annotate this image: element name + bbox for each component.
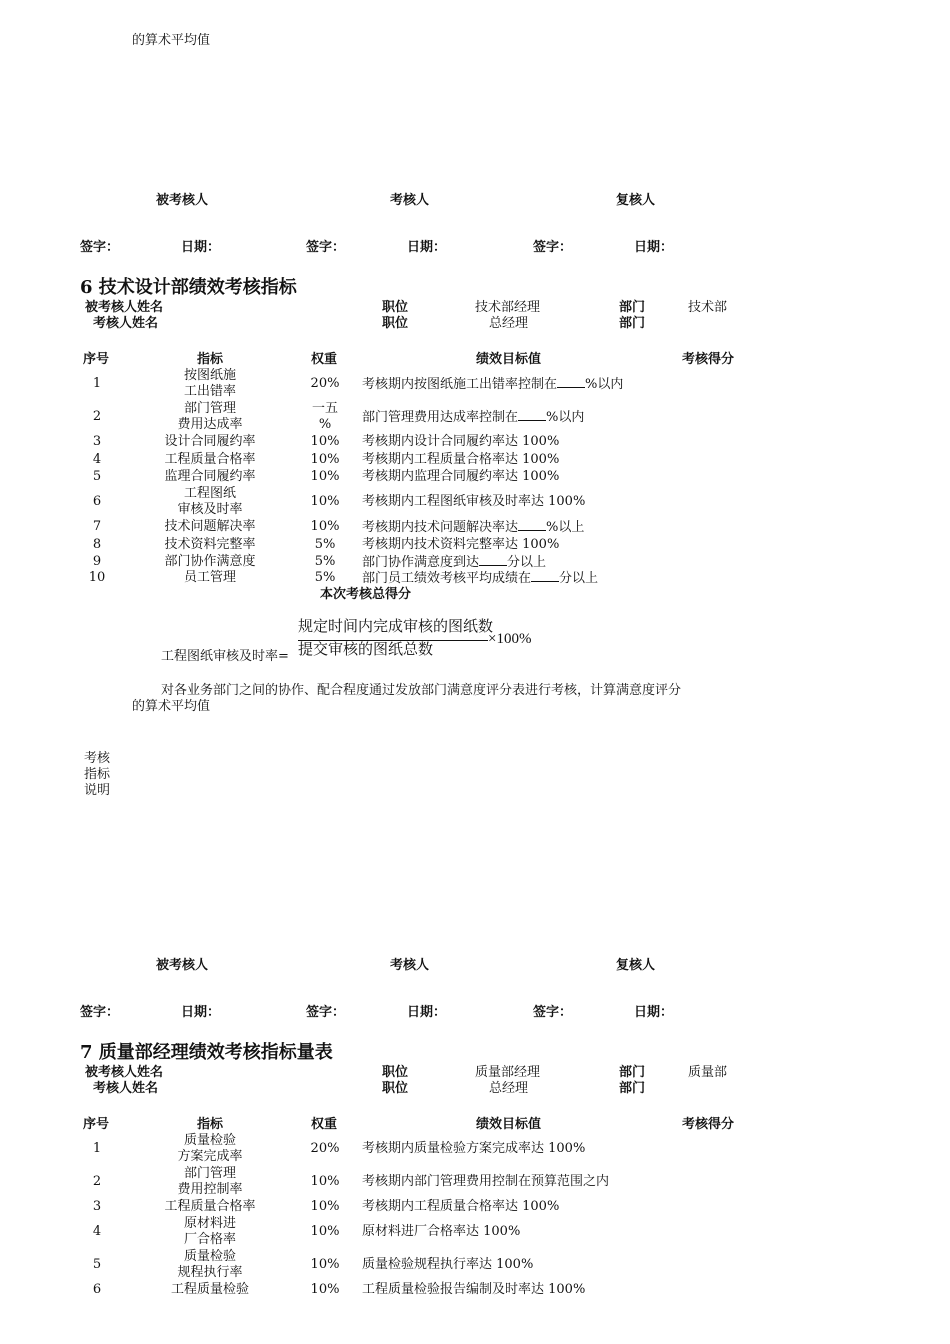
row-target: 质量检验规程执行率达 100% [362, 1257, 534, 1272]
sign-label: 签字： [306, 1005, 346, 1020]
section-6-title: 6 技术设计部绩效考核指标 [80, 277, 297, 298]
row-no: 4 [92, 1224, 102, 1239]
row-no: 2 [92, 1174, 102, 1189]
header-score: 考核得分 [682, 1117, 735, 1132]
row-no: 8 [92, 537, 102, 552]
section-7-title: 7 质量部经理绩效考核指标量表 [80, 1042, 333, 1063]
note-line: 的算术平均值 [132, 699, 211, 714]
row-indicator: 质量检验 [183, 1249, 236, 1264]
row-weight: 10% [310, 1257, 340, 1272]
reviewer-position: 总经理 [489, 316, 529, 331]
row-no: 5 [92, 1257, 102, 1272]
row-target: 部门管理费用达成率控制在 %以内 [362, 410, 585, 425]
row-indicator: 质量检验 [183, 1133, 236, 1148]
reviewee-label: 被考核人 [156, 193, 209, 208]
row-indicator: 费用达成率 [177, 417, 243, 432]
reviewee-name-label: 被考核人姓名 [85, 300, 164, 315]
row-indicator: 工程质量合格率 [164, 452, 256, 467]
row-indicator: 部门管理 [183, 1166, 236, 1181]
row-target: 考核期内工程质量合格率达 100% [362, 452, 560, 467]
row-weight: 5% [314, 537, 336, 552]
row-weight: 10% [310, 494, 340, 509]
row-indicator: 规程执行率 [177, 1265, 243, 1280]
reviewee-dept: 质量部 [688, 1065, 728, 1080]
row-target: 考核期内工程图纸审核及时率达 100% [362, 494, 586, 509]
row-indicator: 方案完成率 [177, 1149, 243, 1164]
row-target: 考核期内技术问题解决率达 %以上 [362, 520, 585, 535]
row-target: 考核期内监理合同履约率达 100% [362, 469, 560, 484]
reviewer-name-label: 考核人姓名 [93, 316, 159, 331]
date-label: 日期： [634, 240, 674, 255]
position-label: 职位 [382, 1081, 409, 1096]
date-label: 日期： [407, 1005, 447, 1020]
row-no: 1 [92, 1141, 102, 1156]
sign-label: 签字： [80, 240, 120, 255]
date-label: 日期： [181, 240, 221, 255]
date-label: 日期： [181, 1005, 221, 1020]
row-indicator: 审核及时率 [177, 502, 243, 517]
row-no: 3 [92, 434, 102, 449]
reviewer-label: 考核人 [390, 193, 430, 208]
row-indicator: 工程质量检验 [170, 1282, 249, 1297]
row-indicator: 厂合格率 [183, 1232, 236, 1247]
reviewer-position: 总经理 [489, 1081, 529, 1096]
row-weight: 5% [314, 570, 336, 585]
formula-times: ×100% [488, 631, 532, 647]
carry-over-note: 的算术平均值 [132, 33, 211, 48]
formula-denominator: 提交审核的图纸总数 [298, 642, 434, 658]
header-no: 序号 [83, 1117, 110, 1132]
row-no: 4 [92, 452, 102, 467]
rechecker-label: 复核人 [616, 958, 656, 973]
row-weight: 10% [310, 434, 340, 449]
row-indicator: 设计合同履约率 [164, 434, 256, 449]
row-target: 考核期内设计合同履约率达 100% [362, 434, 560, 449]
row-target: 考核期内部门管理费用控制在预算范围之内 [362, 1174, 610, 1189]
header-indicator: 指标 [197, 352, 224, 367]
row-indicator: 技术资料完整率 [164, 537, 256, 552]
reviewee-position: 技术部经理 [475, 300, 541, 315]
row-target: 工程质量检验报告编制及时率达 100% [362, 1282, 586, 1297]
row-no: 10 [88, 570, 106, 585]
row-weight: 5% [314, 554, 336, 569]
row-indicator: 费用控制率 [177, 1182, 243, 1197]
row-weight: 10% [310, 519, 340, 534]
side-label-line: 说明 [84, 783, 111, 798]
row-weight: 20% [310, 1141, 340, 1156]
sign-label: 签字： [306, 240, 346, 255]
header-weight: 权重 [311, 1117, 338, 1132]
header-score: 考核得分 [682, 352, 735, 367]
row-indicator: 技术问题解决率 [164, 519, 256, 534]
rechecker-label: 复核人 [616, 193, 656, 208]
side-label-line: 考核 [84, 751, 111, 766]
row-no: 2 [92, 409, 102, 424]
row-weight: 10% [310, 1174, 340, 1189]
reviewer-label: 考核人 [390, 958, 430, 973]
row-target: 部门协作满意度到达 分以上 [362, 555, 547, 570]
row-weight: 10% [310, 469, 340, 484]
reviewee-label: 被考核人 [156, 958, 209, 973]
note-line: 对各业务部门之间的协作、配合程度通过发放部门满意度评分表进行考核，计算满意度评分 [161, 683, 682, 698]
sign-label: 签字： [533, 1005, 573, 1020]
row-no: 7 [92, 519, 102, 534]
row-indicator: 原材料进 [183, 1216, 236, 1231]
reviewee-dept: 技术部 [688, 300, 728, 315]
header-target: 绩效目标值 [476, 352, 542, 367]
dept-label: 部门 [619, 316, 646, 331]
row-weight: % [318, 417, 332, 432]
formula-numerator: 规定时间内完成审核的图纸数 [298, 619, 494, 635]
header-no: 序号 [83, 352, 110, 367]
dept-label: 部门 [619, 1081, 646, 1096]
sign-label: 签字： [533, 240, 573, 255]
row-indicator: 员工管理 [183, 570, 236, 585]
row-no: 5 [92, 469, 102, 484]
reviewer-name-label: 考核人姓名 [93, 1081, 159, 1096]
row-indicator: 部门协作满意度 [164, 554, 256, 569]
header-indicator: 指标 [197, 1117, 224, 1132]
row-no: 9 [92, 554, 102, 569]
position-label: 职位 [382, 300, 409, 315]
row-no: 6 [92, 1282, 102, 1297]
position-label: 职位 [382, 1065, 409, 1080]
fraction-bar [298, 640, 488, 641]
row-no: 1 [92, 376, 102, 391]
row-indicator: 部门管理 [183, 401, 236, 416]
formula-lhs: 工程图纸审核及时率= [161, 649, 289, 664]
row-weight: 10% [310, 1282, 340, 1297]
row-target: 考核期内质量检验方案完成率达 100% [362, 1141, 586, 1156]
dept-label: 部门 [619, 1065, 646, 1080]
row-indicator: 按图纸施 [183, 368, 236, 383]
row-target: 原材料进厂合格率达 100% [362, 1224, 521, 1239]
dept-label: 部门 [619, 300, 646, 315]
row-indicator: 监理合同履约率 [164, 469, 256, 484]
row-weight: 20% [310, 376, 340, 391]
date-label: 日期： [407, 240, 447, 255]
date-label: 日期： [634, 1005, 674, 1020]
row-weight: 10% [310, 452, 340, 467]
row-target: 考核期内工程质量合格率达 100% [362, 1199, 560, 1214]
sign-label: 签字： [80, 1005, 120, 1020]
row-indicator: 工程图纸 [183, 486, 236, 501]
row-weight: 一五 [311, 401, 338, 416]
reviewee-position: 质量部经理 [475, 1065, 541, 1080]
row-indicator: 工程质量合格率 [164, 1199, 256, 1214]
position-label: 职位 [382, 316, 409, 331]
header-target: 绩效目标值 [476, 1117, 542, 1132]
row-no: 6 [92, 494, 102, 509]
row-indicator: 工出错率 [183, 384, 236, 399]
row-target: 考核期内按图纸施工出错率控制在 %以内 [362, 377, 624, 392]
header-weight: 权重 [311, 352, 338, 367]
row-target: 考核期内技术资料完整率达 100% [362, 537, 560, 552]
row-target: 部门员工绩效考核平均成绩在 分以上 [362, 571, 599, 586]
total-score-label: 本次考核总得分 [320, 587, 412, 602]
row-weight: 10% [310, 1224, 340, 1239]
side-label-line: 指标 [84, 767, 111, 782]
row-weight: 10% [310, 1199, 340, 1214]
reviewee-name-label: 被考核人姓名 [85, 1065, 164, 1080]
row-no: 3 [92, 1199, 102, 1214]
